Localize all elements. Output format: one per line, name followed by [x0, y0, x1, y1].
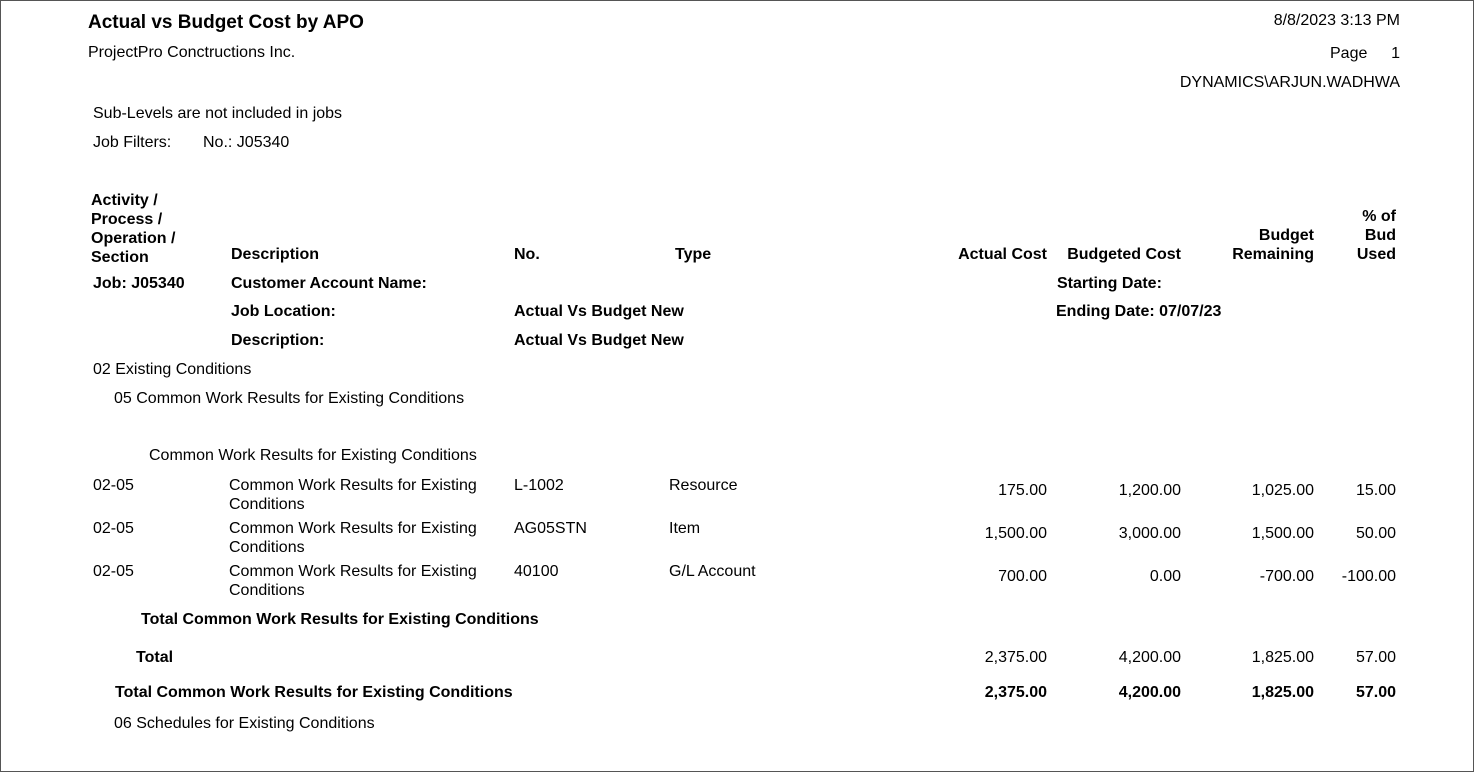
row-apo: 02-05: [93, 563, 134, 580]
total-label: Total: [136, 649, 174, 666]
row-type: Item: [669, 520, 701, 537]
row-pct-used: 15.00: [1355, 482, 1396, 499]
group-level2-heading: 05 Common Work Results for Existing Conditions: [114, 390, 465, 407]
total-actual-cost: 2,375.00: [984, 649, 1047, 666]
row-type: Resource: [669, 477, 738, 494]
group-total-budgeted-cost: 4,200.00: [1118, 684, 1181, 701]
row-no: AG05STN: [514, 520, 587, 537]
column-header-budgeted-cost: Budgeted Cost: [1067, 246, 1181, 263]
column-header-no: No.: [514, 246, 540, 263]
row-actual-cost: 1,500.00: [984, 525, 1047, 542]
job-description-value: Actual Vs Budget New: [514, 332, 684, 349]
row-budgeted-cost: 3,000.00: [1118, 525, 1181, 542]
row-budgeted-cost: 1,200.00: [1118, 482, 1181, 499]
row-apo: 02-05: [93, 477, 134, 494]
column-header-pct-used: % of Bud Used: [1356, 208, 1396, 263]
job-filters-label: Job Filters:: [93, 134, 172, 151]
page-number: 1: [1391, 45, 1400, 62]
row-budget-remaining: -700.00: [1259, 568, 1314, 585]
row-apo: 02-05: [93, 520, 134, 537]
job-location-label: Job Location:: [231, 303, 336, 320]
company-name: ProjectPro Conctructions Inc.: [88, 44, 296, 61]
ending-date-label: Ending Date: 07/07/23: [1056, 303, 1222, 320]
job-number: Job: J05340: [93, 275, 185, 292]
job-location-value: Actual Vs Budget New: [514, 303, 684, 320]
total-budget-remaining: 1,825.00: [1251, 649, 1314, 666]
section-total-label: Total Common Work Results for Existing Conditions: [141, 611, 539, 628]
row-no: L-1002: [514, 477, 564, 494]
report-user: DYNAMICS\ARJUN.WADHWA: [1179, 74, 1400, 91]
report-datetime: 8/8/2023 3:13 PM: [1273, 12, 1400, 29]
column-header-actual-cost: Actual Cost: [958, 246, 1047, 263]
group-total-actual-cost: 2,375.00: [984, 684, 1047, 701]
starting-date-label: Starting Date:: [1057, 275, 1162, 292]
row-type: G/L Account: [669, 563, 756, 580]
group-total-label: Total Common Work Results for Existing Conditions: [115, 684, 513, 701]
page-label: Page: [1330, 45, 1368, 62]
row-actual-cost: 175.00: [998, 482, 1047, 499]
column-header-apo: Activity / Process / Operation / Section: [91, 192, 176, 266]
row-description: Common Work Results for Existing Conditions: [229, 477, 477, 513]
group-total-budget-remaining: 1,825.00: [1251, 684, 1314, 701]
column-header-description: Description: [231, 246, 320, 263]
column-header-budget-remaining: Budget Remaining: [1232, 227, 1314, 263]
row-actual-cost: 700.00: [998, 568, 1047, 585]
row-budget-remaining: 1,025.00: [1251, 482, 1314, 499]
customer-account-label: Customer Account Name:: [231, 275, 427, 292]
row-description: Common Work Results for Existing Conditions: [229, 520, 477, 556]
row-budget-remaining: 1,500.00: [1251, 525, 1314, 542]
group-level3-heading: Common Work Results for Existing Conditions: [149, 447, 477, 464]
total-pct-used: 57.00: [1355, 649, 1396, 666]
row-description: Common Work Results for Existing Conditions: [229, 563, 477, 599]
row-pct-used: -100.00: [1341, 568, 1396, 585]
total-budgeted-cost: 4,200.00: [1118, 649, 1181, 666]
row-no: 40100: [514, 563, 559, 580]
next-group-heading: 06 Schedules for Existing Conditions: [114, 715, 375, 732]
sublevel-note: Sub-Levels are not included in jobs: [93, 105, 343, 122]
job-description-label: Description:: [231, 332, 325, 349]
report-title: Actual vs Budget Cost by APO: [88, 12, 364, 33]
group-total-pct-used: 57.00: [1355, 684, 1396, 701]
job-filters-value: No.: J05340: [203, 134, 290, 151]
column-header-type: Type: [675, 246, 712, 263]
row-budgeted-cost: 0.00: [1149, 568, 1181, 585]
row-pct-used: 50.00: [1355, 525, 1396, 542]
group-level1-heading: 02 Existing Conditions: [93, 361, 252, 378]
